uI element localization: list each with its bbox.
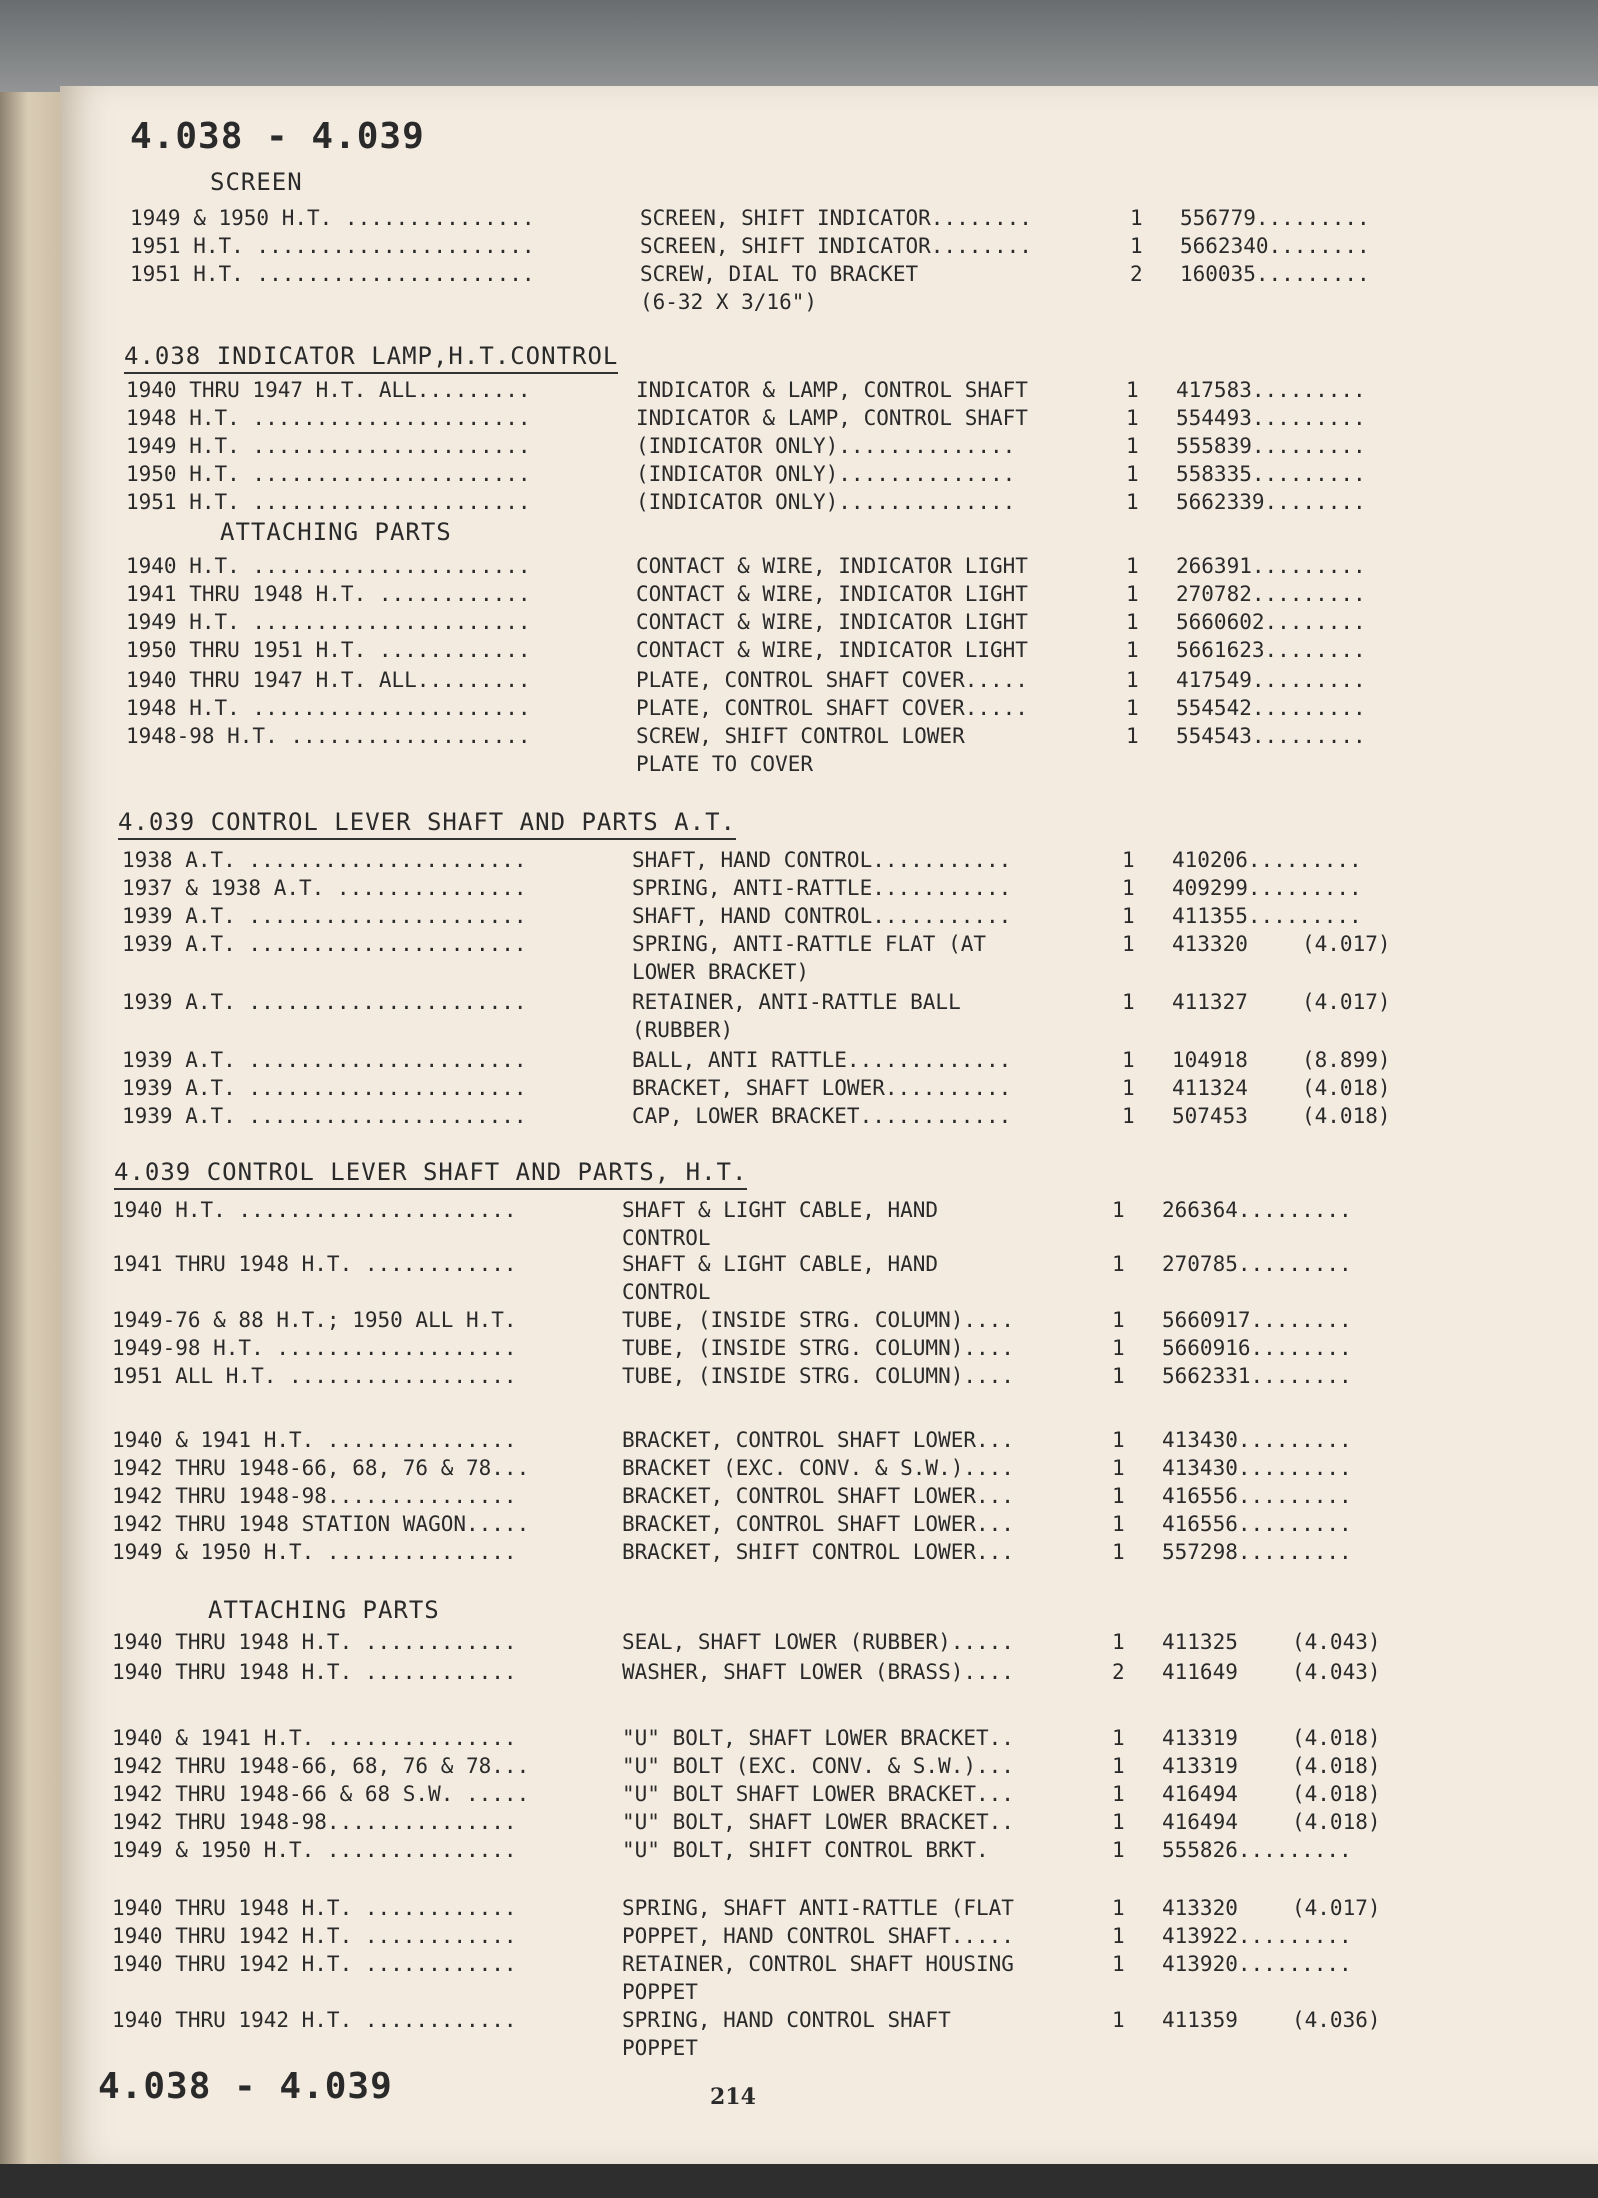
- part-number-cell: 557298.........: [1162, 1540, 1352, 1564]
- part-number-cell: 416556.........: [1162, 1484, 1352, 1508]
- part-number-cell: 266391.........: [1176, 554, 1366, 578]
- table-row: [126, 696, 1546, 724]
- model-cell: 1940 & 1941 H.T. ...............: [112, 1726, 517, 1750]
- description-cell: WASHER, SHAFT LOWER (BRASS)....: [622, 1660, 1014, 1684]
- model-cell: 1948 H.T. ......................: [126, 406, 531, 430]
- quantity-cell: 1: [1112, 1952, 1125, 1976]
- description-cell: TUBE, (INSIDE STRG. COLUMN)....: [622, 1308, 1014, 1332]
- part-number-cell: 413320: [1172, 932, 1248, 956]
- reference-cell: (4.018): [1292, 1754, 1381, 1778]
- part-number-cell: 266364.........: [1162, 1198, 1352, 1222]
- quantity-cell: 1: [1112, 1810, 1125, 1834]
- description-cell: BRACKET, CONTROL SHAFT LOWER...: [622, 1512, 1014, 1536]
- table-row: [122, 1104, 1542, 1132]
- part-number-cell: 417583.........: [1176, 378, 1366, 402]
- table-row: [112, 1428, 1532, 1456]
- quantity-cell: 1: [1126, 490, 1139, 514]
- model-cell: 1939 A.T. ......................: [122, 932, 527, 956]
- table-row: [112, 1726, 1532, 1754]
- reference-cell: (4.018): [1302, 1076, 1391, 1100]
- quantity-cell: 1: [1130, 206, 1143, 230]
- table-row: [112, 1952, 1532, 1980]
- quantity-cell: 1: [1112, 1336, 1125, 1360]
- description-cell: CONTACT & WIRE, INDICATOR LIGHT: [636, 554, 1028, 578]
- quantity-cell: 1: [1122, 932, 1135, 956]
- quantity-cell: 1: [1126, 554, 1139, 578]
- quantity-cell: 2: [1112, 1660, 1125, 1684]
- table-row: [130, 206, 1550, 234]
- reference-cell: (4.036): [1292, 2008, 1381, 2032]
- model-cell: 1939 A.T. ......................: [122, 1076, 527, 1100]
- model-cell: 1942 THRU 1948-66, 68, 76 & 78...: [112, 1456, 530, 1480]
- description-cell: RETAINER, ANTI-RATTLE BALL: [632, 990, 961, 1014]
- table-row: [126, 668, 1546, 696]
- model-cell: 1940 THRU 1947 H.T. ALL.........: [126, 668, 531, 692]
- table-row: [112, 1810, 1532, 1838]
- description-cell: BRACKET, CONTROL SHAFT LOWER...: [622, 1484, 1014, 1508]
- table-row: [112, 2008, 1532, 2036]
- quantity-cell: 1: [1112, 1308, 1125, 1332]
- model-cell: 1948 H.T. ......................: [126, 696, 531, 720]
- table-row: [112, 1630, 1532, 1658]
- quantity-cell: 1: [1112, 1364, 1125, 1388]
- model-cell: 1951 H.T. ......................: [130, 262, 535, 286]
- model-cell: 1940 THRU 1948 H.T. ............: [112, 1896, 517, 1920]
- description-cell: (INDICATOR ONLY)..............: [636, 462, 1016, 486]
- part-number-cell: 411324: [1172, 1076, 1248, 1100]
- part-number-cell: 413319: [1162, 1726, 1238, 1750]
- quantity-cell: 1: [1112, 1428, 1125, 1452]
- description-cell: SCREEN, SHIFT INDICATOR........: [640, 206, 1032, 230]
- table-row: [112, 1540, 1532, 1568]
- model-cell: 1938 A.T. ......................: [122, 848, 527, 872]
- part-number-cell: 5661623........: [1176, 638, 1366, 662]
- quantity-cell: 1: [1112, 1512, 1125, 1536]
- table-row: [112, 1782, 1532, 1810]
- part-number-cell: 5660916........: [1162, 1336, 1352, 1360]
- part-number-cell: 413922.........: [1162, 1924, 1352, 1948]
- quantity-cell: 1: [1112, 1630, 1125, 1654]
- table-row: [126, 724, 1546, 752]
- catalog-page: [60, 86, 1598, 2164]
- model-cell: 1940 THRU 1947 H.T. ALL.........: [126, 378, 531, 402]
- table-row: [130, 262, 1550, 290]
- model-cell: 1942 THRU 1948-66, 68, 76 & 78...: [112, 1754, 530, 1778]
- section-heading: 4.038 INDICATOR LAMP,H.T.CONTROL: [124, 342, 618, 374]
- model-cell: 1940 THRU 1942 H.T. ............: [112, 1952, 517, 1976]
- description-cell: POPPET, HAND CONTROL SHAFT.....: [622, 1924, 1014, 1948]
- model-cell: 1939 A.T. ......................: [122, 1104, 527, 1128]
- part-number-cell: 556779.........: [1180, 206, 1370, 230]
- description-cell: PLATE, CONTROL SHAFT COVER.....: [636, 696, 1028, 720]
- quantity-cell: 1: [1122, 1076, 1135, 1100]
- part-number-cell: 411359: [1162, 2008, 1238, 2032]
- reference-cell: (8.899): [1302, 1048, 1391, 1072]
- section-heading: 4.039 CONTROL LEVER SHAFT AND PARTS, H.T.: [114, 1158, 747, 1190]
- model-cell: 1942 THRU 1948-98...............: [112, 1484, 517, 1508]
- part-number-cell: 417549.........: [1176, 668, 1366, 692]
- quantity-cell: 1: [1112, 1252, 1125, 1276]
- model-cell: 1940 H.T. ......................: [126, 554, 531, 578]
- table-row: [126, 582, 1546, 610]
- part-number-cell: 104918: [1172, 1048, 1248, 1072]
- description-continuation: CONTROL: [622, 1280, 711, 1304]
- model-cell: 1942 THRU 1948-98...............: [112, 1810, 517, 1834]
- quantity-cell: 1: [1112, 1754, 1125, 1778]
- description-cell: BRACKET (EXC. CONV. & S.W.)....: [622, 1456, 1014, 1480]
- part-number-cell: 555826.........: [1162, 1838, 1352, 1862]
- description-cell: INDICATOR & LAMP, CONTROL SHAFT: [636, 378, 1028, 402]
- model-cell: 1948-98 H.T. ...................: [126, 724, 531, 748]
- background-bottom: [0, 2164, 1598, 2198]
- description-cell: SPRING, HAND CONTROL SHAFT: [622, 2008, 951, 2032]
- quantity-cell: 1: [1126, 696, 1139, 720]
- model-cell: 1950 THRU 1951 H.T. ............: [126, 638, 531, 662]
- table-row: [112, 1512, 1532, 1540]
- model-cell: 1937 & 1938 A.T. ...............: [122, 876, 527, 900]
- part-number-cell: 411327: [1172, 990, 1248, 1014]
- quantity-cell: 1: [1126, 582, 1139, 606]
- quantity-cell: 1: [1126, 434, 1139, 458]
- table-row: [126, 406, 1546, 434]
- description-cell: BRACKET, SHIFT CONTROL LOWER...: [622, 1540, 1014, 1564]
- description-cell: SPRING, SHAFT ANTI-RATTLE (FLAT: [622, 1896, 1014, 1920]
- model-cell: 1942 THRU 1948 STATION WAGON.....: [112, 1512, 530, 1536]
- part-number-cell: 409299.........: [1172, 876, 1362, 900]
- description-cell: INDICATOR & LAMP, CONTROL SHAFT: [636, 406, 1028, 430]
- model-cell: 1951 ALL H.T. ..................: [112, 1364, 517, 1388]
- quantity-cell: 1: [1112, 1838, 1125, 1862]
- description-cell: SEAL, SHAFT LOWER (RUBBER).....: [622, 1630, 1014, 1654]
- model-cell: 1949 & 1950 H.T. ...............: [112, 1540, 517, 1564]
- quantity-cell: 1: [1126, 668, 1139, 692]
- description-cell: CONTACT & WIRE, INDICATOR LIGHT: [636, 638, 1028, 662]
- description-cell: BALL, ANTI RATTLE.............: [632, 1048, 1012, 1072]
- table-row: [122, 932, 1542, 960]
- model-cell: 1940 H.T. ......................: [112, 1198, 517, 1222]
- model-cell: 1951 H.T. ......................: [126, 490, 531, 514]
- part-number-cell: 555839.........: [1176, 434, 1366, 458]
- description-continuation: POPPET: [622, 2036, 698, 2060]
- quantity-cell: 1: [1112, 1484, 1125, 1508]
- model-cell: 1949 H.T. ......................: [126, 610, 531, 634]
- quantity-cell: 1: [1126, 406, 1139, 430]
- description-cell: "U" BOLT, SHAFT LOWER BRACKET..: [622, 1810, 1014, 1834]
- model-cell: 1939 A.T. ......................: [122, 990, 527, 1014]
- part-number-cell: 5662340........: [1180, 234, 1370, 258]
- part-number-cell: 413920.........: [1162, 1952, 1352, 1976]
- model-cell: 1949 H.T. ......................: [126, 434, 531, 458]
- model-cell: 1949-76 & 88 H.T.; 1950 ALL H.T.: [112, 1308, 517, 1332]
- description-cell: SCREEN, SHIFT INDICATOR........: [640, 234, 1032, 258]
- quantity-cell: 1: [1122, 1048, 1135, 1072]
- part-number-cell: 411325: [1162, 1630, 1238, 1654]
- part-number-cell: 554493.........: [1176, 406, 1366, 430]
- model-cell: 1941 THRU 1948 H.T. ............: [112, 1252, 517, 1276]
- quantity-cell: 1: [1112, 1896, 1125, 1920]
- section-heading: SCREEN: [210, 168, 303, 196]
- quantity-cell: 1: [1126, 610, 1139, 634]
- reference-cell: (4.017): [1292, 1896, 1381, 1920]
- part-number-cell: 554543.........: [1176, 724, 1366, 748]
- part-number-cell: 5660917........: [1162, 1308, 1352, 1332]
- description-cell: RETAINER, CONTROL SHAFT HOUSING: [622, 1952, 1014, 1976]
- table-row: [112, 1896, 1532, 1924]
- part-number-cell: 416556.........: [1162, 1512, 1352, 1536]
- model-cell: 1949 & 1950 H.T. ...............: [112, 1838, 517, 1862]
- model-cell: 1941 THRU 1948 H.T. ............: [126, 582, 531, 606]
- model-cell: 1940 THRU 1942 H.T. ............: [112, 2008, 517, 2032]
- table-row: [112, 1308, 1532, 1336]
- description-cell: PLATE, CONTROL SHAFT COVER.....: [636, 668, 1028, 692]
- description-cell: CONTACT & WIRE, INDICATOR LIGHT: [636, 582, 1028, 606]
- model-cell: 1949-98 H.T. ...................: [112, 1336, 517, 1360]
- reference-cell: (4.043): [1292, 1660, 1381, 1684]
- part-number-cell: 270782.........: [1176, 582, 1366, 606]
- quantity-cell: 1: [1130, 234, 1143, 258]
- part-number-cell: 413430.........: [1162, 1456, 1352, 1480]
- table-row: [126, 638, 1546, 666]
- quantity-cell: 1: [1126, 378, 1139, 402]
- footer-section-range: 4.038 - 4.039: [98, 2066, 393, 2107]
- model-cell: 1939 A.T. ......................: [122, 1048, 527, 1072]
- part-number-cell: 270785.........: [1162, 1252, 1352, 1276]
- section-heading: 4.039 CONTROL LEVER SHAFT AND PARTS A.T.: [118, 808, 736, 840]
- quantity-cell: 1: [1126, 462, 1139, 486]
- part-number-cell: 410206.........: [1172, 848, 1362, 872]
- part-number-cell: 554542.........: [1176, 696, 1366, 720]
- part-number-cell: 416494: [1162, 1782, 1238, 1806]
- description-cell: SPRING, ANTI-RATTLE...........: [632, 876, 1012, 900]
- part-number-cell: 5660602........: [1176, 610, 1366, 634]
- quantity-cell: 1: [1126, 638, 1139, 662]
- table-row: [112, 1198, 1532, 1226]
- table-row: [122, 904, 1542, 932]
- model-cell: 1940 & 1941 H.T. ...............: [112, 1428, 517, 1452]
- description-continuation: LOWER BRACKET): [632, 960, 810, 984]
- quantity-cell: 1: [1122, 990, 1135, 1014]
- model-cell: 1940 THRU 1948 H.T. ............: [112, 1630, 517, 1654]
- quantity-cell: 1: [1112, 1456, 1125, 1480]
- page-number: 214: [710, 2084, 756, 2110]
- reference-cell: (4.043): [1292, 1630, 1381, 1654]
- reference-cell: (4.017): [1302, 932, 1391, 956]
- description-cell: SCREW, SHIFT CONTROL LOWER: [636, 724, 965, 748]
- table-row: [112, 1754, 1532, 1782]
- quantity-cell: 1: [1112, 1782, 1125, 1806]
- table-row: [130, 234, 1550, 262]
- quantity-cell: 1: [1112, 1924, 1125, 1948]
- part-number-cell: 413430.........: [1162, 1428, 1352, 1452]
- model-cell: 1951 H.T. ......................: [130, 234, 535, 258]
- description-continuation: PLATE TO COVER: [636, 752, 814, 776]
- attaching-parts-heading: ATTACHING PARTS: [208, 1596, 440, 1624]
- model-cell: 1939 A.T. ......................: [122, 904, 527, 928]
- model-cell: 1942 THRU 1948-66 & 68 S.W. .....: [112, 1782, 530, 1806]
- description-cell: SHAFT, HAND CONTROL...........: [632, 848, 1012, 872]
- description-continuation: POPPET: [622, 1980, 698, 2004]
- table-row: [122, 1076, 1542, 1104]
- reference-cell: (4.017): [1302, 990, 1391, 1014]
- description-continuation: (6-32 X 3/16"): [640, 290, 818, 314]
- table-row: [122, 990, 1542, 1018]
- description-continuation: (RUBBER): [632, 1018, 734, 1042]
- table-row: [112, 1252, 1532, 1280]
- quantity-cell: 1: [1122, 904, 1135, 928]
- model-cell: 1940 THRU 1948 H.T. ............: [112, 1660, 517, 1684]
- description-cell: BRACKET, CONTROL SHAFT LOWER...: [622, 1428, 1014, 1452]
- table-row: [126, 490, 1546, 518]
- description-cell: (INDICATOR ONLY)..............: [636, 490, 1016, 514]
- reference-cell: (4.018): [1292, 1810, 1381, 1834]
- description-cell: SHAFT & LIGHT CABLE, HAND: [622, 1198, 939, 1222]
- reference-cell: (4.018): [1292, 1782, 1381, 1806]
- table-row: [126, 434, 1546, 462]
- description-cell: CONTACT & WIRE, INDICATOR LIGHT: [636, 610, 1028, 634]
- description-cell: (INDICATOR ONLY)..............: [636, 434, 1016, 458]
- model-cell: 1950 H.T. ......................: [126, 462, 531, 486]
- description-cell: "U" BOLT SHAFT LOWER BRACKET...: [622, 1782, 1014, 1806]
- header-section-range: 4.038 - 4.039: [130, 116, 425, 157]
- table-row: [126, 554, 1546, 582]
- table-row: [112, 1484, 1532, 1512]
- description-cell: "U" BOLT, SHIFT CONTROL BRKT.: [622, 1838, 989, 1862]
- quantity-cell: 1: [1112, 2008, 1125, 2032]
- table-row: [112, 1336, 1532, 1364]
- part-number-cell: 413320: [1162, 1896, 1238, 1920]
- description-cell: TUBE, (INSIDE STRG. COLUMN)....: [622, 1364, 1014, 1388]
- quantity-cell: 1: [1122, 848, 1135, 872]
- description-cell: CAP, LOWER BRACKET............: [632, 1104, 1012, 1128]
- part-number-cell: 558335.........: [1176, 462, 1366, 486]
- quantity-cell: 1: [1126, 724, 1139, 748]
- model-cell: 1949 & 1950 H.T. ...............: [130, 206, 535, 230]
- table-row: [112, 1838, 1532, 1866]
- table-row: [126, 462, 1546, 490]
- quantity-cell: 1: [1122, 876, 1135, 900]
- table-row: [122, 848, 1542, 876]
- table-row: [112, 1456, 1532, 1484]
- table-row: [122, 1048, 1542, 1076]
- table-row: [126, 378, 1546, 406]
- attaching-parts-heading: ATTACHING PARTS: [220, 518, 452, 546]
- quantity-cell: 1: [1112, 1540, 1125, 1564]
- quantity-cell: 1: [1122, 1104, 1135, 1128]
- table-row: [112, 1660, 1532, 1688]
- part-number-cell: 413319: [1162, 1754, 1238, 1778]
- part-number-cell: 507453: [1172, 1104, 1248, 1128]
- part-number-cell: 5662339........: [1176, 490, 1366, 514]
- description-continuation: CONTROL: [622, 1226, 711, 1250]
- part-number-cell: 160035.........: [1180, 262, 1370, 286]
- description-cell: SCREW, DIAL TO BRACKET: [640, 262, 919, 286]
- part-number-cell: 411649: [1162, 1660, 1238, 1684]
- description-cell: "U" BOLT (EXC. CONV. & S.W.)...: [622, 1754, 1014, 1778]
- table-row: [112, 1924, 1532, 1952]
- description-cell: TUBE, (INSIDE STRG. COLUMN)....: [622, 1336, 1014, 1360]
- quantity-cell: 1: [1112, 1198, 1125, 1222]
- description-cell: BRACKET, SHAFT LOWER..........: [632, 1076, 1012, 1100]
- part-number-cell: 416494: [1162, 1810, 1238, 1834]
- description-cell: "U" BOLT, SHAFT LOWER BRACKET..: [622, 1726, 1014, 1750]
- description-cell: SHAFT & LIGHT CABLE, HAND: [622, 1252, 939, 1276]
- part-number-cell: 5662331........: [1162, 1364, 1352, 1388]
- table-row: [126, 610, 1546, 638]
- table-row: [112, 1364, 1532, 1392]
- description-cell: SHAFT, HAND CONTROL...........: [632, 904, 1012, 928]
- quantity-cell: 1: [1112, 1726, 1125, 1750]
- model-cell: 1940 THRU 1942 H.T. ............: [112, 1924, 517, 1948]
- description-cell: SPRING, ANTI-RATTLE FLAT (AT: [632, 932, 987, 956]
- reference-cell: (4.018): [1292, 1726, 1381, 1750]
- part-number-cell: 411355.........: [1172, 904, 1362, 928]
- reference-cell: (4.018): [1302, 1104, 1391, 1128]
- quantity-cell: 2: [1130, 262, 1143, 286]
- table-row: [122, 876, 1542, 904]
